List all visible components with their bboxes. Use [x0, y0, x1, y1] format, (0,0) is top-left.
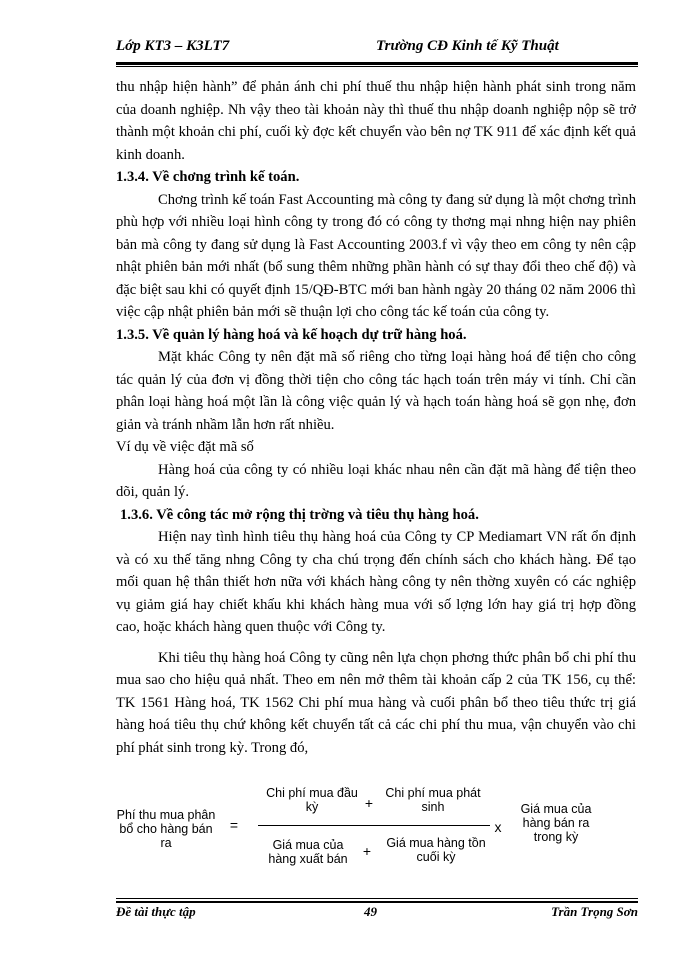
formula-denominator-a: Giá mua của hàng xuất bán	[268, 838, 348, 866]
paragraph-accounting-software: Chơng trình kế toán Fast Accounting mà công ty đang sử dụng là một chơng trình phù hợp với nhiều loại hình công ty trong đó có công ty thơng mại nhng hiện nay phiên bản mà công ty đang sử dụng là Fast Accounting 2003.f vì vậy theo em công ty nên cập nhật phiên bản mới nhất (bổ sung thêm những phần hành có sự thay đổi theo chế độ) và đặc biệt sau khi có quyết định 15/QĐ-BTC mới ban hành ngày 20 tháng 02 năm 2006 thì việc cập nhật phiên bản mới sẽ thuận lợi cho công tác kế toán của công ty.	[116, 191, 636, 320]
formula-lhs: Phí thu mua phân bổ cho hàng bán ra	[116, 808, 216, 850]
formula-numerator-a: Chi phí mua đầu kỳ	[266, 786, 358, 814]
allocation-formula	[116, 780, 636, 880]
page-number: 49	[364, 904, 377, 919]
document-body	[116, 76, 636, 759]
formula-equals: =	[229, 817, 239, 833]
paragraph-tax-expense: thu nhập hiện hành” để phản ánh chi phí thuế thu nhập hiện hành phát sinh trong năm của doanh nghiệp. Nh vậy theo tài khoản này thì thuế thu nhập doanh nghiệp nộp sẽ trở thành một khoản chi phí, cuối kỳ đợc kết chuyển vào bên nợ TK 911 để xác định kết quả kinh doanh.	[116, 79, 636, 163]
footer-author: Trần Trọng Sơn	[551, 904, 638, 919]
formula-denominator-b: Giá mua hàng tồn cuối kỳ	[386, 836, 486, 864]
page-footer	[116, 904, 638, 924]
paragraph-goods-codes: Hàng hoá của công ty có nhiều loại khác nhau nên cần đặt mã hàng để tiện theo dõi, quản lý.	[116, 461, 636, 500]
paragraph-market-expansion: Hiện nay tình hình tiêu thụ hàng hoá của Công ty CP Mediamart VN rất ổn định và có xu thế tăng nhng Công ty cha chú trọng đến chính sách cho khách hàng. Để tạo mối quan hệ thân thiết hơn nữa với khách hàng công ty nên thờng xuyên có các nghiệp vụ giảm giá hay chiết khấu khi khách hàng mua với số lợng lớn hay giá trị hợp đồng cao, hoặc khách hàng quen thuộc với Công ty.	[116, 529, 636, 635]
formula-times: x	[494, 819, 502, 835]
footer-title: Đề tài thực tập	[116, 904, 196, 919]
heading-1-3-6: 1.3.6. Về công tác mở rộng thị trờng và tiêu thụ hàng hoá.	[120, 506, 479, 523]
footer-rule	[116, 901, 638, 903]
header-rule-thin	[116, 66, 638, 67]
paragraph-goods-coding: Mặt khác Công ty nên đặt mã số riêng cho từng loại hàng hoá để tiện cho công tác quản lý của đơn vị đồng thời tiện cho công tác hạch toán trên máy vi tính. Chỉ cần phân loại hàng hoá một lần là công việc quản lý và hạch toán hàng hoá sẽ gọn nhẹ, đơn giản và tránh nhầm lẫn hơn rất nhiều.	[116, 349, 636, 433]
footer-rule-thin	[116, 898, 638, 899]
header-school-label: Trường CĐ Kinh tế Kỹ Thuật	[376, 38, 559, 54]
heading-1-3-4: 1.3.4. Về chơng trình kế toán.	[116, 169, 300, 185]
paragraph-cost-allocation: Khi tiêu thụ hàng hoá Công ty cũng nên lựa chọn phơng thức phân bổ chi phí thu mua sao cho hiệu quả nhất. Theo em nên mở thêm tài khoản cấp 2 của TK 156, cụ thể: TK 1561 Hàng hoá, TK 1562 Chi phí mua hàng và cuối phân bổ theo tiêu thức trị giá hàng hoá tiêu thụ chứ không kết chuyển tất cả các chi phí thu mua, vận chuyển vào chi phí phát sinh trong kỳ. Trong đó,	[116, 649, 636, 756]
page-header	[116, 38, 636, 60]
formula-fraction-line	[258, 825, 490, 826]
formula-rhs: Giá mua của hàng bán ra trong kỳ	[520, 802, 592, 844]
formula-numerator-b: Chi phí mua phát sinh	[385, 786, 481, 814]
heading-1-3-5: 1.3.5. Về quản lý hàng hoá và kế hoạch dự trữ hàng hoá.	[116, 326, 467, 343]
paragraph-example-label: Ví dụ về việc đặt mã số	[116, 439, 254, 455]
header-class-label: Lớp KT3 – K3LT7	[116, 38, 230, 54]
formula-denominator-plus: +	[362, 843, 372, 859]
formula-numerator-plus: +	[364, 795, 374, 811]
header-rule	[116, 62, 638, 65]
